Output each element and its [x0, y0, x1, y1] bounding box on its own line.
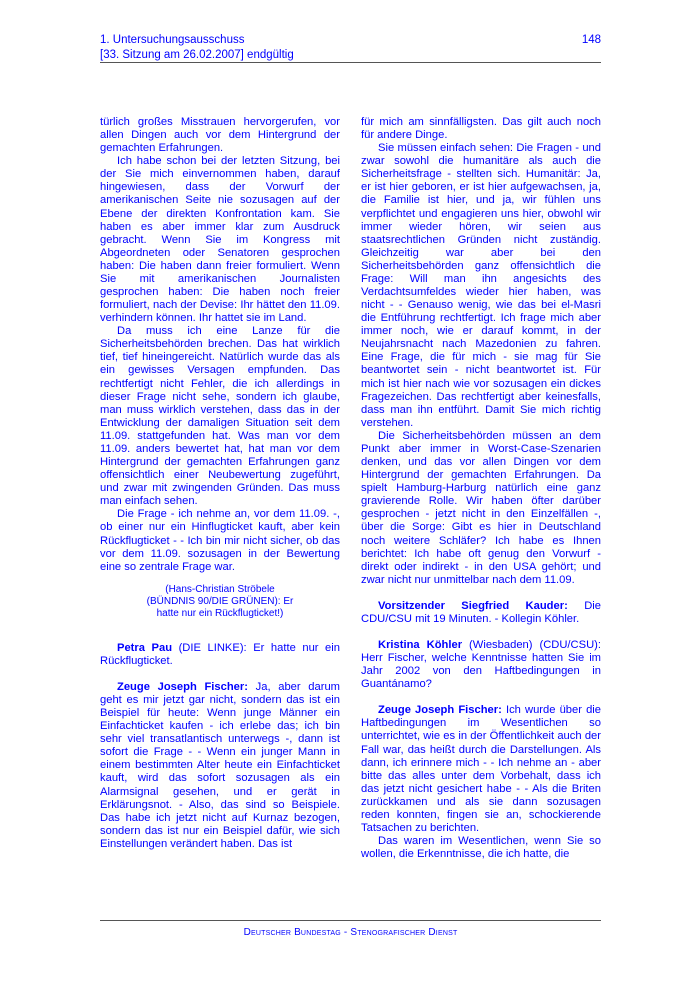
speaker-paragraph	[361, 639, 601, 691]
speaker-paragraph	[361, 704, 601, 835]
speech-text: (Wiesbaden) (CDU/CSU): Herr Fischer, welche Kenntnisse hatten Sie im Jahr 2002 von den Haftbedingungen in Guantánamo?	[361, 638, 601, 691]
interjection-line: (BÜNDNIS 90/DIE GRÜNEN): Er	[146, 595, 294, 607]
footer-divider	[100, 920, 601, 921]
speaker-name: Zeuge Joseph Fischer:	[117, 680, 248, 693]
paragraph: Die Sicherheitsbehörden müssen an dem Punkt aber immer in Worst-Case-Szenarien denken, und das vor allen Dingen vor dem Hintergrund der gemachten Erfahrungen. Da spielt Hamburg-Harburg natürlich eine ganz gravierende Rolle. Wir haben öfter darüber gesprochen - jetzt nicht in den Einzelfällen -, über die Sorge: Gibt es hier in Deutschland noch weitere Schläfer? Ich habe es Ihnen berichtet: Ich habe oft genug den Vorwurf - direkt oder indirekt - in den USA gehört; und zwar nicht nur unmittelbar nach dem 11.09.	[361, 429, 601, 586]
paragraph: Da muss ich eine Lanze für die Sicherheitsbehörden brechen. Das hat wirklich tief, tief hineingereicht. Natürlich wurde das als ein gewisses Versagen empfunden. Das rechtfertigt nicht Fehler, die ich allerdings in dieser Frage nicht sehe, sondern ich glaube, man muss wirklich verstehen, dass das in der Entwicklung der damaligen Situation seit dem 11.09. stattgefunden hat. Was man vor dem 11.09. anders bewertet hat, hat man vor dem Hintergrund der gemachten Erfahrungen ganz offensichtlich einer Neubewertung zugeführt, und zwar mit zwingenden Gründen. Das muss man einfach sehen.	[100, 325, 340, 508]
paragraph: für mich am sinnfälligsten. Das gilt auch noch für andere Dinge.	[361, 116, 601, 142]
session-info: [33. Sitzung am 26.02.2007] endgültig	[100, 49, 294, 61]
speech-text: Die CDU/CSU mit 19 Minuten. - Kollegin Köhler.	[361, 599, 601, 625]
page-footer: Deutscher Bundestag - Stenografischer Dienst	[243, 927, 458, 938]
paragraph: Ich habe schon bei der letzten Sitzung, bei der Sie mich einvernommen haben, darauf hingewiesen, dass der Vorwurf der amerikanischen Seite nie sozusagen auf der Ebene der direkten Konfrontation kam. Sie haben es aber immer klar zum Ausdruck gebracht. Wenn Sie im Kongress mit Abgeordneten oder Senatoren gesprochen haben: Die haben dann freier formuliert. Wenn Sie mit amerikanischen Journalisten gesprochen haben: Die haben noch freier formuliert, nach der Devise: Ihr hättet den 11.09. verhindern können. Ihr hattet sie im Land.	[100, 155, 340, 325]
left-column	[100, 116, 340, 851]
interjection	[100, 584, 340, 620]
page-header	[100, 33, 601, 63]
speech-text: Ja, aber darum geht es mir jetzt gar nicht, sondern das ist ein Beispiel für heute: Wenn junge Männer ein Einfachticket kaufen - ich erlebe das; ich bin sehr viel transatlantisch unterwegs -, dann ist sofort die Frage - - Wenn ein junger Mann in einem bestimmten Alter heute ein Einfachticket kauft, wird das sofort sozusagen als ein Alarmsignal gesehen, und er gerät in Erklärungsnot. - Also, das sind so Beispiele. Das habe ich jetzt nicht auf Kurnaz bezogen, sondern das ist nur ein Beispiel dafür, wie sich Einstellungen verändert haben. Das ist	[100, 680, 340, 850]
speech-text: Ich wurde über die Haftbedingungen im Wesentlichen so unterrichtet, wie es in der Öffentlichkeit auch der Fall war, das heißt durch die Darstellungen. Als dann, ich erinnere mich - - Ich nehme an - aber bitte das alles unter dem Vorbehalt, dass ich das jetzt nicht gesichert habe - - Als die Briten zurückkamen und als sie dann sozusagen reden konnten, fingen sie an, schockierende Tatsachen zu berichten.	[361, 704, 601, 834]
paragraph: Sie müssen einfach sehen: Die Fragen - und zwar sowohl die humanitäre als auch die Sicherheitsfrage - stellten sich. Humanitär: Ja, er ist hier geboren, er ist hier aufgewachsen, ja, die Familie ist hier, und ja, wir fühlen uns verpflichtet und engagieren uns hier, obwohl wir immer wieder hören, wir seien aus staatsrechtlichen Gründen nicht zuständig. Gleichzeitig war aber bei den Sicherheitsbehörden ganz offensichtlich die Frage: Will man ihn angesichts des Verdachtsumfeldes wieder hier haben, was nicht - - Genauso wenig, wie das bei el-Masri die Entführung rechtfertigt. Ich frage mich aber immer noch, wie er darauf kommt, in der Neujahrsnacht nach Mazedonien zu fahren. Eine Frage, die für mich - sie mag für Sie beantwortet sein - nicht beantwortet ist. Für mich ist hier nach wie vor sozusagen ein dickes Fragezeichen. Das rechtfertigt aber keinesfalls, dass man ihn entführt. Damit Sie mich richtig verstehen.	[361, 142, 601, 429]
speaker-paragraph	[100, 642, 340, 668]
interjection-line: (Hans-Christian Ströbele	[165, 583, 275, 595]
page-number: 148	[581, 34, 601, 46]
speaker-name: Kristina Köhler	[378, 638, 463, 651]
speaker-name: Petra Pau	[117, 641, 173, 654]
paragraph: Das waren im Wesentlichen, wenn Sie so wollen, die Erkenntnisse, die ich hatte, die	[361, 835, 601, 861]
speech-text: (DIE LINKE): Er hatte nur ein Rückflugticket.	[100, 641, 340, 667]
speaker-paragraph	[361, 600, 601, 626]
paragraph: türlich großes Misstrauen hervorgerufen, vor allen Dingen auch vor dem Hintergrund der gemachten Erfahrungen.	[100, 116, 340, 155]
speaker-name: Vorsitzender Siegfried Kauder:	[378, 599, 568, 612]
right-column	[361, 116, 601, 861]
header-divider	[100, 62, 601, 63]
committee-title: 1. Untersuchungsausschuss	[100, 34, 245, 46]
speaker-name: Zeuge Joseph Fischer:	[378, 704, 502, 717]
interjection-line: hatte nur ein Rückflugticket!)	[156, 607, 284, 619]
speaker-paragraph	[100, 681, 340, 851]
paragraph: Die Frage - ich nehme an, vor dem 11.09. -, ob einer nur ein Hinflugticket kauft, aber kein Rückflugticket - - Ich bin mir nicht sicher, ob das vor dem 11.09. sozusagen in der Bewertung eine so zentrale Frage war.	[100, 508, 340, 573]
